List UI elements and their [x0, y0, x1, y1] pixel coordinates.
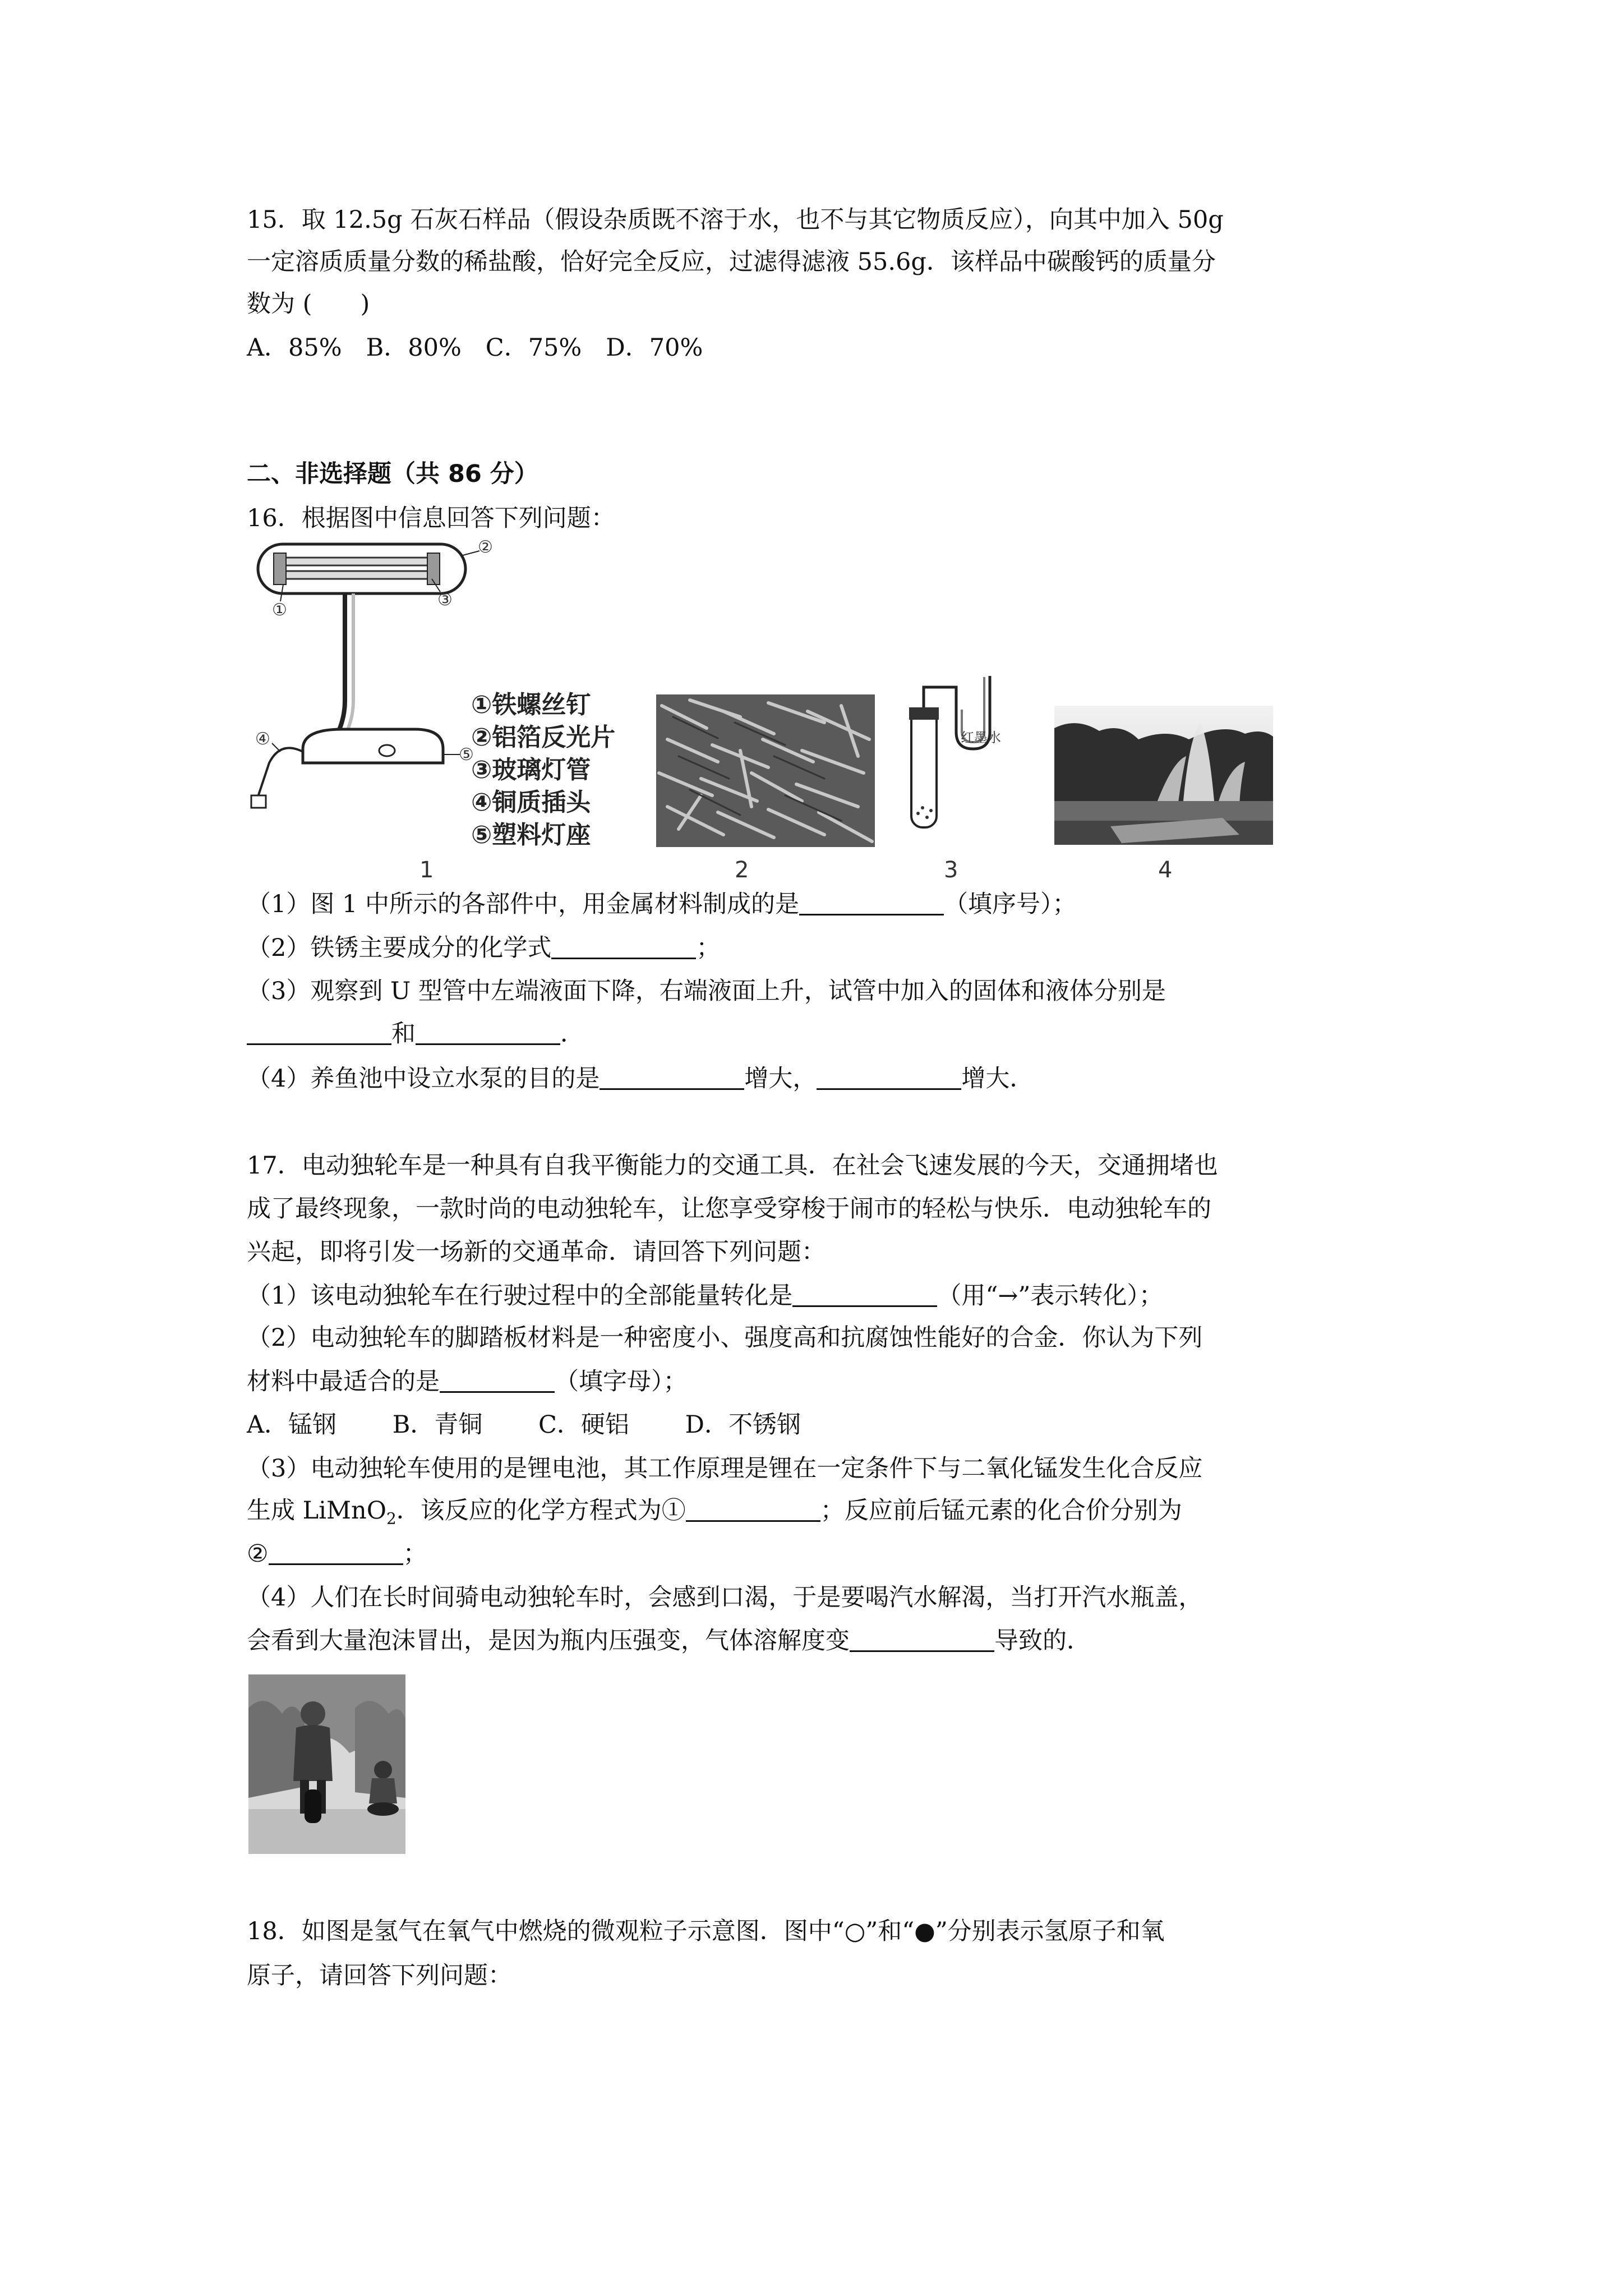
q17-part4-line1: （4）人们在长时间骑电动独轮车时，会感到口渴，于是要喝汽水解渴，当打开汽水瓶盖，	[247, 1584, 1203, 1612]
lamp-marker-2: ②	[478, 537, 493, 557]
q17-part3-line2	[247, 1494, 1182, 1536]
q16-part3-tail: ．	[560, 1020, 584, 1048]
q17-part2-text: 材料中最适合的是	[247, 1368, 440, 1396]
fish-pond-photo	[1054, 706, 1273, 845]
u-tube-figure	[900, 670, 1018, 850]
q17-part2-blank[interactable]	[440, 1365, 555, 1393]
q17-line2: 成了最终现象，一款时尚的电动独轮车，让您享受穿梭于闹市的轻松与快乐．电动独轮车的	[247, 1195, 1211, 1223]
q16-stem: 16．根据图中信息回答下列问题：	[247, 504, 615, 532]
q17-line1: 17．电动独轮车是一种具有自我平衡能力的交通工具．在社会飞速发展的今天，交通拥堵也	[247, 1152, 1218, 1180]
fig-number-2: 2	[735, 857, 749, 883]
lamp-figure	[247, 539, 679, 853]
q15-line1: 15．取 12.5g 石灰石样品（假设杂质既不溶于水，也不与其它物质反应），向其中加入 50g	[247, 206, 1224, 234]
q16-part4-blank-1[interactable]	[600, 1062, 744, 1090]
q17-part3-subscript: 2	[386, 1509, 396, 1528]
lamp-part-4: ④铜质插头	[471, 788, 591, 817]
q16-part3-and: 和	[391, 1020, 416, 1048]
q17-part1-tail: （用“→”表示转化）；	[937, 1282, 1163, 1310]
q17-part2-line2	[247, 1365, 688, 1398]
nails-texture	[656, 694, 875, 847]
fig-number-3: 3	[944, 857, 958, 883]
q16-part4-tail: 增大．	[961, 1065, 1034, 1093]
lamp-marker-4: ④	[255, 729, 270, 749]
lamp-marker-3: ③	[437, 590, 453, 610]
q16-part1	[247, 887, 1077, 921]
q17-part3-text: ．该反应的化学方程式为①	[396, 1497, 686, 1525]
q16-part1-text: （1）图 1 中所示的各部件中，用金属材料制成的是	[247, 890, 800, 918]
fig-number-4: 4	[1158, 857, 1173, 883]
q16-part4-blank-2[interactable]	[817, 1062, 961, 1090]
q17-part3-marker: ②	[247, 1540, 269, 1568]
q17-line3: 兴起，即将引发一场新的交通革命．请回答下列问题：	[247, 1238, 826, 1266]
q17-part4-line2	[247, 1624, 1091, 1658]
q16-part1-blank[interactable]	[799, 888, 944, 915]
q16-part4	[247, 1062, 1034, 1096]
fig-number-1: 1	[419, 857, 434, 883]
unicycle-picture	[248, 1674, 405, 1854]
lamp-part-2: ②铝箔反光片	[471, 723, 616, 752]
q16-part4-mid: 增大，	[744, 1065, 817, 1093]
q17-part1-blank[interactable]	[792, 1280, 937, 1307]
red-ink-label: 红墨水	[961, 730, 1001, 746]
lamp-marker-5: ⑤	[459, 745, 474, 765]
u-tube-diagram	[900, 670, 1018, 850]
q16-part3-blank-1[interactable]	[247, 1018, 391, 1045]
section-title: 二、非选择题（共 86 分）	[247, 460, 538, 488]
lamp-part-1: ①铁螺丝钉	[471, 691, 591, 719]
unicycle-photo	[248, 1674, 405, 1854]
q17-part4-tail: 导致的．	[994, 1627, 1091, 1655]
q17-part2-line1: （2）电动独轮车的脚踏板材料是一种密度小、强度高和抗腐蚀性能好的合金．你认为下列	[247, 1324, 1203, 1352]
lamp-marker-1: ①	[272, 600, 287, 620]
q16-part2-blank[interactable]	[551, 932, 696, 959]
q16-part3-blank-2[interactable]	[416, 1018, 560, 1045]
lamp-parts-legend	[471, 689, 615, 852]
q17-part2-tail: （填字母）；	[555, 1368, 688, 1396]
lamp-part-3: ③玻璃灯管	[471, 756, 591, 784]
q17-part3-mid: ；反应前后锰元素的化合价分别为	[820, 1497, 1182, 1525]
q17-part1-text: （1）该电动独轮车在行驶过程中的全部能量转化是	[247, 1282, 793, 1310]
nails-photo	[656, 694, 875, 847]
q16-part3-line1: （3）观察到 U 型管中左端液面下降，右端液面上升，试管中加入的固体和液体分别是	[247, 977, 1166, 1005]
lamp-part-5: ⑤塑料灯座	[471, 821, 591, 849]
q15-line3: 数为 ( )	[247, 290, 370, 318]
q15-options: A．85% B．80% C．75% D．70%	[247, 334, 703, 362]
q16-part3-line2	[247, 1017, 584, 1051]
q17-part3-line1: （3）电动独轮车使用的是锂电池，其工作原理是锂在一定条件下与二氧化锰发生化合反应	[247, 1455, 1203, 1483]
q17-part3-blank-1[interactable]	[686, 1494, 820, 1522]
q16-part2	[247, 931, 720, 965]
q16-part2-tail: ；	[696, 934, 721, 962]
q17-part4-blank[interactable]	[850, 1625, 994, 1652]
q17-part3-formula: 生成 LiMnO	[247, 1497, 386, 1525]
q17-part3-blank-2[interactable]	[269, 1538, 403, 1565]
q18-line2: 原子，请回答下列问题：	[247, 1962, 512, 1990]
q17-part1	[247, 1279, 1163, 1313]
q16-part4-text: （4）养鱼池中设立水泵的目的是	[247, 1065, 600, 1093]
q17-part3-line3	[247, 1537, 427, 1571]
q15-line2: 一定溶质质量分数的稀盐酸，恰好完全反应，过滤得滤液 55.6g．该样品中碳酸钙的质量分	[247, 248, 1216, 276]
q17-part3-tail: ；	[403, 1540, 427, 1568]
q18-line1: 18．如图是氢气在氧气中燃烧的微观粒子示意图．图中“○”和“●”分别表示氢原子和氧	[247, 1917, 1165, 1945]
fountain-picture	[1054, 706, 1273, 845]
q17-options: A．锰钢 B．青铜 C．硬铝 D．不锈钢	[247, 1411, 801, 1439]
q17-part4-text: 会看到大量泡沫冒出，是因为瓶内压强变，气体溶解度变	[247, 1627, 850, 1655]
q16-part2-text: （2）铁锈主要成分的化学式	[247, 934, 552, 962]
q16-part1-tail: （填序号）；	[944, 890, 1077, 918]
